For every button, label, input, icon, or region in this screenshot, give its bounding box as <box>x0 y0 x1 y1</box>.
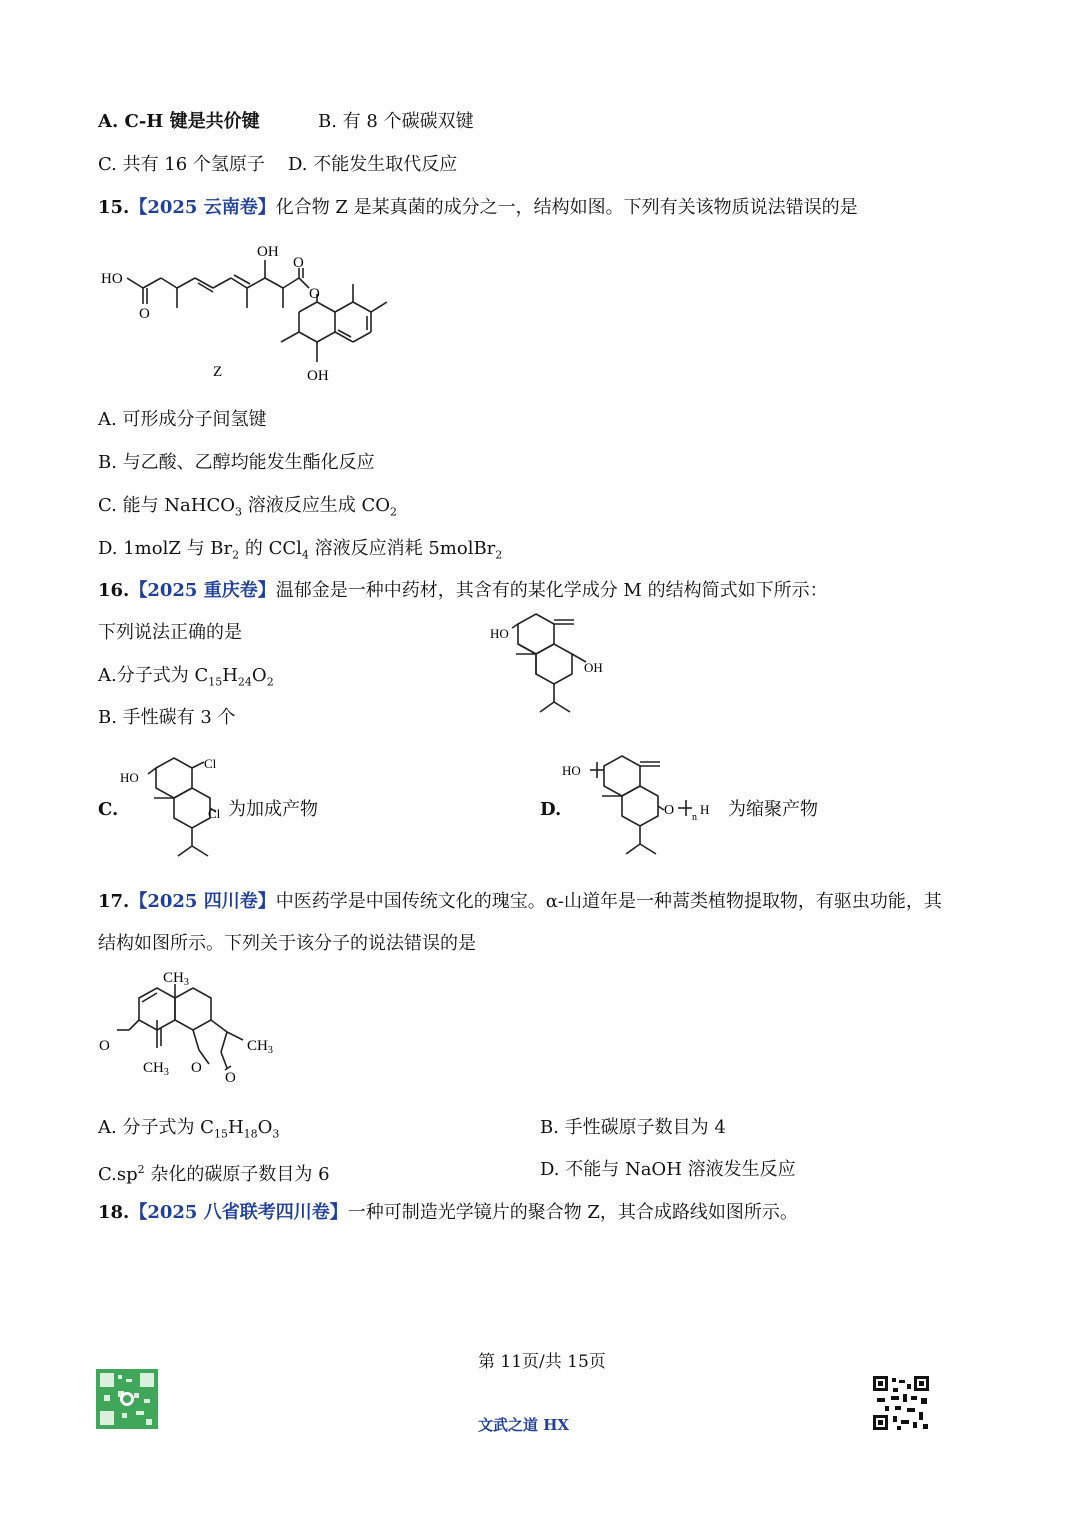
q16-option-c-label: C. <box>98 799 119 820</box>
q16-option-c-structure <box>118 750 228 865</box>
q16-option-d-label: D. <box>540 799 562 820</box>
q16-option-c-text: 为加成产物 <box>228 799 318 820</box>
page-number: 第 11页/共 15页 <box>478 1352 606 1372</box>
q16-oh-label: OH <box>584 660 603 675</box>
q15-option-a: A. 可形成分子间氢键 <box>98 409 267 430</box>
q17-ring-o-label: O <box>191 1060 202 1076</box>
q17-option-c: $C.sp^2$ 杂化的碳原子数目为 6 <box>98 1163 330 1185</box>
q16-stem: 16.【2025 重庆卷】温郁金是一种中药材，其含有的某化学成分 M 的结构简式如下所示： <box>98 580 828 601</box>
q16d-n-label: n <box>692 812 697 823</box>
q15-option-d: D. 1molZ 与 $Br_2$ 的 CCl$_4$ 溶液反应消耗 5molBr$_2$ <box>98 538 503 562</box>
q17-ch3-top-label: $CH_3$ <box>163 970 189 988</box>
q15-option-b: B. 与乙酸、乙醇均能发生酯化反应 <box>98 452 375 473</box>
q16-ho-label: HO <box>490 626 509 641</box>
q15-option-c: C. 能与 NaHCO$_3$ 溶液反应生成 $CO_2$ <box>98 495 397 519</box>
q14-option-b: B. 有 8 个碳碳双键 <box>318 111 474 132</box>
q15-ester-o-label: O <box>293 255 304 271</box>
q16c-ho-label: HO <box>120 770 139 785</box>
q15-acid-o-label: O <box>139 306 150 322</box>
q17-ketone-o-label: O <box>99 1038 110 1054</box>
q14-option-c: C. 共有 16 个氢原子 <box>98 154 265 175</box>
q15-link-o-label: O <box>309 286 320 302</box>
q15-oh-top-label: OH <box>257 244 279 260</box>
q15-ho-label: HO <box>101 271 123 287</box>
q17-option-d: D. 不能与 NaOH 溶液发生反应 <box>540 1159 796 1180</box>
wechat-qr-code-icon <box>96 1369 158 1429</box>
q14-option-d: D. 不能发生取代反应 <box>288 154 458 175</box>
q16-option-a: A.分子式为 $C_{15}H_{24}O_2$ <box>98 665 274 689</box>
q16-option-d-structure <box>560 748 725 866</box>
footer-brand: 文武之道 HX <box>478 1416 570 1434</box>
q16c-cl2-label: Cl <box>208 806 221 821</box>
q16-prompt: 下列说法正确的是 <box>98 622 242 643</box>
q15-stem: 15.【2025 云南卷】化合物 Z 是某真菌的成分之一，结构如图。下列有关该物质说法错误的是 <box>98 197 858 218</box>
q16-structure-m <box>488 606 618 724</box>
q16d-h-label: H <box>700 802 710 817</box>
q15-structure-z <box>95 238 395 388</box>
q16c-cl1-label: Cl <box>204 756 217 771</box>
q16d-o-label: O <box>664 803 675 818</box>
q16-option-b: B. 手性碳有 3 个 <box>98 707 236 728</box>
q15-z-label: Z <box>213 364 223 380</box>
q17-stem-line1: 17.【2025 四川卷】中医药学是中国传统文化的瑰宝。α-山道年是一种蒿类植物提取物，有驱虫功能，其 <box>98 891 942 912</box>
q14-option-a: A. C-H 键是共价键 <box>98 111 260 132</box>
qr-code-icon <box>873 1376 929 1430</box>
q18-stem: 18.【2025 八省联考四川卷】一种可制造光学镜片的聚合物 Z，其合成路线如图所示。 <box>98 1202 798 1223</box>
q16d-ho-label: HO <box>562 763 581 778</box>
q17-option-b: B. 手性碳原子数目为 4 <box>540 1117 726 1138</box>
q17-option-a: A. 分子式为 $C_{15}H_{18}O_3$ <box>98 1117 280 1141</box>
q17-structure-santonin <box>95 968 295 1083</box>
q15-oh-bottom-label: OH <box>307 368 329 384</box>
q17-lactone-o-label: O <box>225 1070 236 1083</box>
q17-ch3-bottom-label: $CH_3$ <box>143 1060 169 1078</box>
q17-ch3-right-label: $CH_3$ <box>247 1038 273 1056</box>
q16-option-d-text: 为缩聚产物 <box>728 799 818 820</box>
q17-stem-line2: 结构如图所示。下列关于该分子的说法错误的是 <box>98 933 476 954</box>
